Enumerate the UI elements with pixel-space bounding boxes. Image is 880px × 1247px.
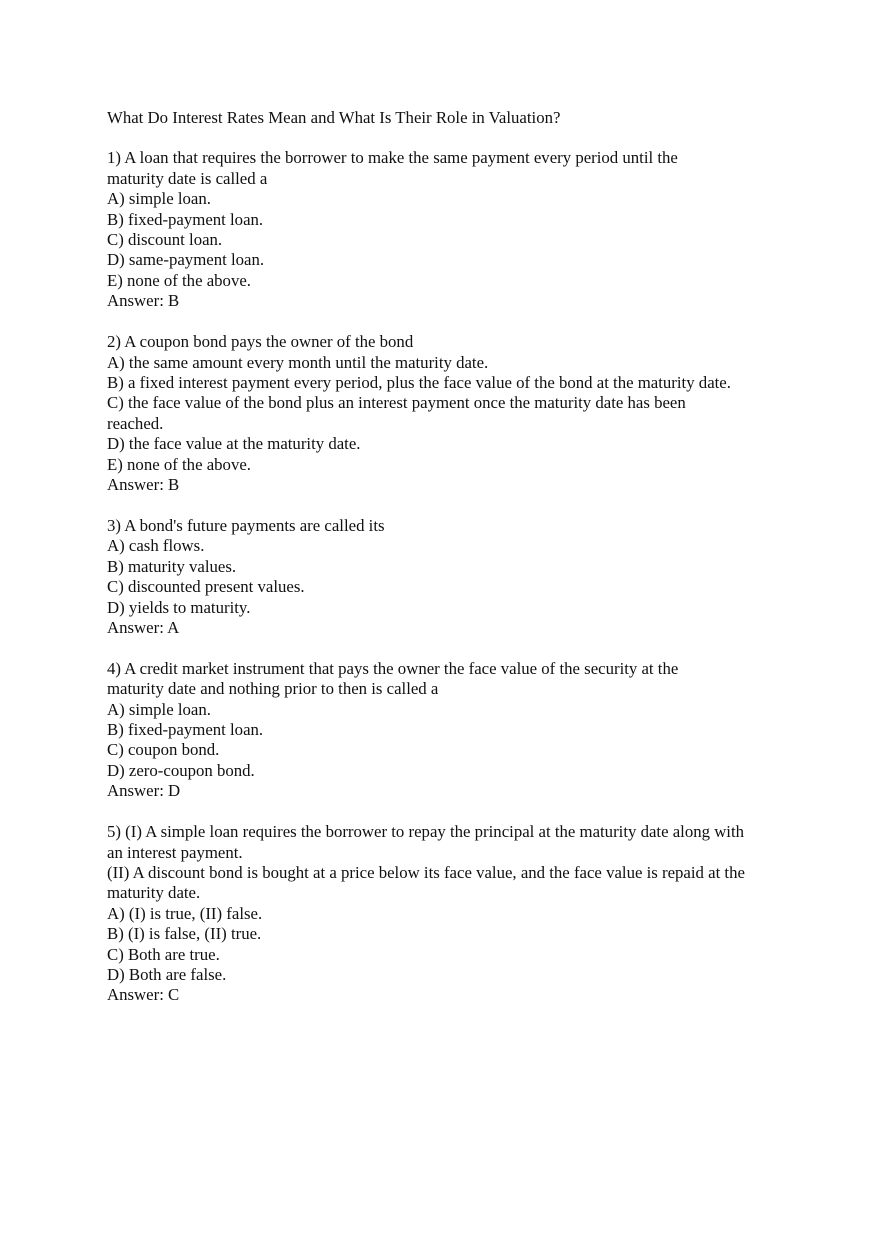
question-3 <box>107 516 787 638</box>
option-e: E) none of the above. <box>107 270 251 290</box>
question-stem: 4) A credit market instrument that pays the owner the face value of the security at the maturity date and nothing prior to then is called a <box>107 658 679 699</box>
option-a: A) simple loan. <box>107 699 211 719</box>
option-c: C) the face value of the bond plus an interest payment once the maturity date has been reached. <box>107 393 686 433</box>
answer: Answer: D <box>107 781 181 801</box>
answer: Answer: B <box>107 291 180 311</box>
option-d: D) same-payment loan. <box>107 250 265 270</box>
option-d: D) yields to maturity. <box>107 597 251 617</box>
question-stem: 2) A coupon bond pays the owner of the bond <box>107 332 414 352</box>
option-a: A) (I) is true, (II) false. <box>107 903 263 923</box>
option-d: D) zero-coupon bond. <box>107 760 255 780</box>
option-c: C) discounted present values. <box>107 577 305 597</box>
question-stem: 3) A bond's future payments are called its <box>107 515 385 535</box>
option-a: A) simple loan. <box>107 189 211 209</box>
document-page <box>107 108 787 1026</box>
question-4 <box>107 659 787 802</box>
question-5 <box>107 822 787 1006</box>
option-b: B) fixed-payment loan. <box>107 720 264 740</box>
question-stem: 5) (I) A simple loan requires the borrower to repay the principal at the maturity date along with an interest payment. <box>107 822 745 862</box>
option-b: B) fixed-payment loan. <box>107 209 264 229</box>
option-b: B) (I) is false, (II) true. <box>107 924 262 944</box>
option-a: A) cash flows. <box>107 536 205 556</box>
question-stem-part-2: (II) A discount bond is bought at a price below its face value, and the face value is repaid at the maturity date. <box>107 863 745 903</box>
option-b: B) maturity values. <box>107 556 237 576</box>
option-d: D) the face value at the maturity date. <box>107 434 361 454</box>
page-title: What Do Interest Rates Mean and What Is Their Role in Valuation? <box>107 108 561 127</box>
option-c: C) coupon bond. <box>107 740 220 760</box>
option-e: E) none of the above. <box>107 454 251 474</box>
option-b: B) a fixed interest payment every period, plus the face value of the bond at the maturity date. <box>107 372 731 392</box>
question-stem: 1) A loan that requires the borrower to make the same payment every period until the maturity date is called a <box>107 148 678 188</box>
option-a: A) the same amount every month until the maturity date. <box>107 352 489 372</box>
answer: Answer: A <box>107 617 180 637</box>
option-c: C) discount loan. <box>107 230 223 250</box>
option-d: D) Both are false. <box>107 965 227 985</box>
answer: Answer: B <box>107 475 180 494</box>
answer: Answer: C <box>107 985 180 1005</box>
question-2 <box>107 332 787 495</box>
option-c: C) Both are true. <box>107 944 220 964</box>
question-1 <box>107 148 787 311</box>
